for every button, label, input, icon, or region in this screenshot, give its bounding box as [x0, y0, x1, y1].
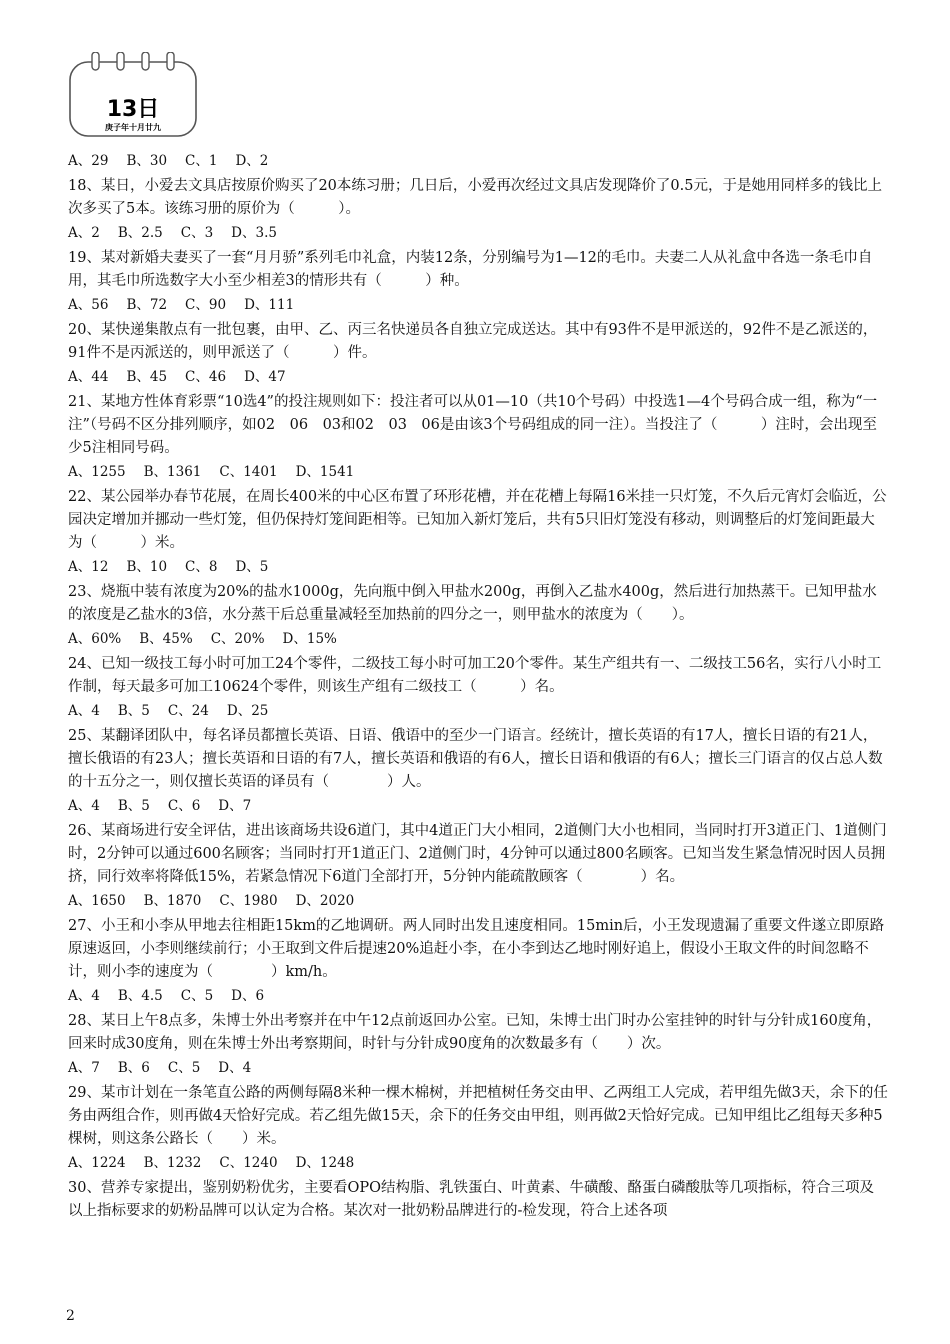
answer-option: B、5: [117, 703, 150, 719]
answer-options: [68, 1153, 888, 1173]
question-text: 19、某对新婚夫妻买了一套“月月骄”系列毛巾礼盒，内装12条，分别编号为1—12的毛巾。夫妻二人从礼盒中各选一条毛巾自用，其毛巾所选数字大小至少相差3的情形共有（ ）种。: [68, 250, 873, 289]
answer-option: B、1870: [143, 893, 202, 909]
question-list: [68, 151, 888, 1225]
answer-option: A、4: [68, 798, 100, 814]
answer-option: A、7: [68, 1060, 100, 1076]
answer-options: [68, 986, 888, 1006]
answer-option: A、60%: [68, 631, 122, 647]
calendar-lunar-date: 庚子年十月廿九: [105, 123, 161, 132]
answer-option: D、4: [218, 1060, 252, 1076]
answer-option: D、5: [235, 559, 269, 575]
answer-option: B、4.5: [117, 988, 163, 1004]
answer-options: [68, 796, 888, 816]
question-text: 21、某地方性体育彩票“10选4”的投注规则如下：投注者可以从01—10（共10个号码）中投选1—4个号码合成一组，称为“一注”（号码不区分排列顺序，如02 06 03和02 03 06是由该3个号码组成的同一注）。当投注了（ ）注时，会出现至少5注相同号码。: [68, 394, 878, 456]
answer-option: A、1650: [68, 893, 126, 909]
answer-option: A、44: [68, 369, 109, 385]
answer-options: [68, 629, 888, 649]
answer-option: A、29: [68, 153, 109, 169]
answer-options: [68, 295, 888, 315]
answer-option: B、10: [126, 559, 168, 575]
answer-option: B、45: [126, 369, 168, 385]
answer-option: B、1232: [143, 1155, 202, 1171]
answer-option: B、5: [117, 798, 150, 814]
answer-options: [68, 223, 888, 243]
answer-option: D、1541: [295, 464, 355, 480]
answer-option: D、3.5: [231, 225, 277, 241]
answer-option: C、5: [180, 988, 214, 1004]
question-text: 23、烧瓶中装有浓度为20%的盐水1000g，先向瓶中倒入甲盐水200g，再倒入乙盐水400g，然后进行加热蒸干。已知甲盐水的浓度是乙盐水的3倍，水分蒸干后总重量减轻至加热前的四分之一，则甲盐水的浓度为（ ）。: [68, 584, 877, 623]
answer-option: D、7: [218, 798, 252, 814]
answer-option: A、1255: [68, 464, 126, 480]
answer-option: D、2020: [295, 893, 355, 909]
answer-option: C、5: [167, 1060, 201, 1076]
answer-option: A、4: [68, 703, 100, 719]
answer-options: [68, 1058, 888, 1078]
answer-option: D、47: [244, 369, 286, 385]
answer-options: [68, 891, 888, 911]
answer-option: A、2: [68, 225, 100, 241]
answer-options: [68, 701, 888, 721]
answer-options: [68, 557, 888, 577]
answer-option: B、6: [117, 1060, 150, 1076]
answer-option: C、1401: [219, 464, 278, 480]
answer-option: C、90: [185, 297, 227, 313]
answer-option: B、2.5: [117, 225, 163, 241]
question-text: 30、营养专家提出，鉴别奶粉优劣，主要看OPO结构脂、乳铁蛋白、叶黄素、牛磺酸、酪蛋白磷酸肽等几项指标，符合三项及以上指标要求的奶粉品牌可以认定为合格。某次对一批奶粉品牌进行的-检发现，符合上述各项: [68, 1180, 874, 1219]
answer-option: D、25: [226, 703, 269, 719]
answer-option: A、56: [68, 297, 109, 313]
answer-option: D、1248: [295, 1155, 355, 1171]
answer-option: D、111: [244, 297, 295, 313]
answer-option: C、20%: [210, 631, 265, 647]
answer-option: B、72: [126, 297, 168, 313]
page-number: 2: [66, 1308, 75, 1324]
answer-option: B、45%: [139, 631, 193, 647]
answer-option: D、15%: [282, 631, 337, 647]
answer-option: B、30: [126, 153, 168, 169]
question-text: 24、已知一级技工每小时可加工24个零件，二级技工每小时可加工20个零件。某生产组共有一、二级技工56名，实行八小时工作制，每天最多可加工10624个零件，则该生产组有二级技工（ ）名。: [68, 656, 882, 695]
question-text: 22、某公园举办春节花展，在周长400米的中心区布置了环形花槽，并在花槽上每隔16米挂一只灯笼，不久后元宵灯会临近，公园决定增加并挪动一些灯笼，但仍保持灯笼间距相等。已知加入新灯笼后，共有5只旧灯笼没有移动，则调整后的灯笼间距最大为（ ）米。: [68, 489, 887, 551]
question-text: 26、某商场进行安全评估，进出该商场共设6道门，其中4道正门大小相同，2道侧门大小也相同，当同时打开3道正门、1道侧门时，2分钟可以通过600名顾客；当同时打开1道正门、2道侧门时，4分钟可以通过800名顾客。已知当发生紧急情况时因人员拥挤，同行效率将降低15%，若紧急情况下6道门全部打开，5分钟内能疏散顾客（ ）名。: [68, 823, 887, 885]
answer-option: C、24: [167, 703, 209, 719]
answer-option: C、1980: [219, 893, 278, 909]
answer-option: C、1: [185, 153, 218, 169]
answer-option: A、1224: [68, 1155, 126, 1171]
answer-option: C、46: [185, 369, 227, 385]
answer-option: C、6: [167, 798, 201, 814]
answer-option: C、1240: [219, 1155, 278, 1171]
question-text: 28、某日上午8点多，朱博士外出考察并在中午12点前返回办公室。已知，朱博士出门时办公室挂钟的时针与分针成160度角，回来时成30度角，则在朱博士外出考察期间，时针与分针成90度角的次数最多有（ ）次。: [68, 1013, 882, 1052]
question-text: 20、某快递集散点有一批包裹，由甲、乙、丙三名快递员各自独立完成送达。其中有93件不是甲派送的，92件不是乙派送的，91件不是丙派送的，则甲派送了（ ）件。: [68, 322, 878, 361]
calendar-icon: [68, 52, 198, 138]
question-text: 18、某日，小爱去文具店按原价购买了20本练习册；几日后，小爱再次经过文具店发现降价了0.5元，于是她用同样多的钱比上次多买了5本。该练习册的原价为（ ）。: [68, 178, 882, 217]
calendar-day: 13日: [106, 97, 160, 122]
answer-option: B、1361: [143, 464, 202, 480]
answer-option: C、8: [185, 559, 218, 575]
answer-options: [68, 462, 888, 482]
answer-option: D、6: [231, 988, 265, 1004]
answer-option: A、12: [68, 559, 109, 575]
question-text: 29、某市计划在一条笔直公路的两侧每隔8米种一棵木棉树，并把植树任务交由甲、乙两组工人完成，若甲组先做3天，余下的任务由两组合作，则再做4天恰好完成。若乙组先做15天，余下的任务交由甲组，则再做2天恰好完成。已知甲组比乙组每天多种5棵树，则这条公路长（ ）米。: [68, 1085, 888, 1147]
answer-option: A、4: [68, 988, 100, 1004]
answer-option: D、2: [235, 153, 269, 169]
question-text: 27、小王和小李从甲地去往相距15km的乙地调研。两人同时出发且速度相同。15min后，小王发现遗漏了重要文件遂立即原路原速返回，小李则继续前行；小王取到文件后提速20%追赶小李，在小李到达乙地时刚好追上，假设小王取文件的时间忽略不计，则小李的速度为（ ）km/h。: [68, 918, 885, 980]
answer-option: C、3: [180, 225, 214, 241]
question-text: 25、某翻译团队中，每名译员都擅长英语、日语、俄语中的至少一门语言。经统计，擅长英语的有17人，擅长日语的有21人，擅长俄语的有23人；擅长英语和日语的有7人，擅长英语和俄语的有6人，擅长日语和俄语的有6人；擅长三门语言的仅占总人数的十五分之一，则仅擅长英语的译员有（ ）人。: [68, 728, 883, 790]
answer-options: [68, 151, 888, 171]
answer-options: [68, 367, 888, 387]
